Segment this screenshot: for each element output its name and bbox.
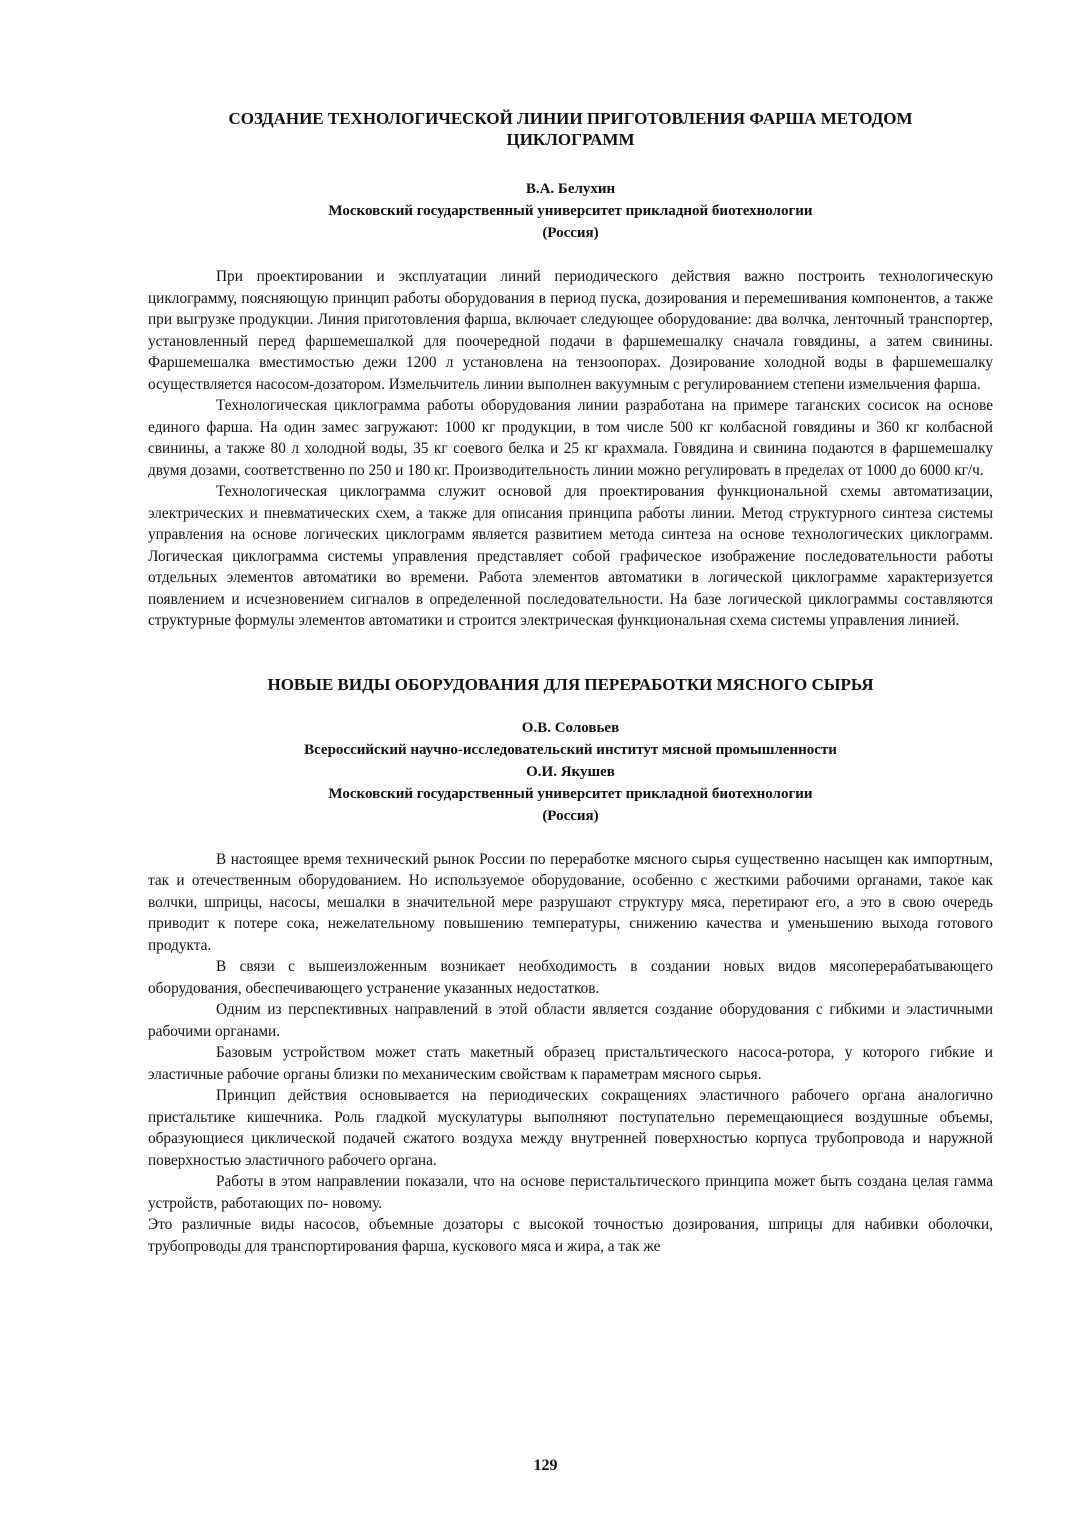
article-2-paragraph: В связи с вышеизложенным возникает необходимость в создании новых видов мясоперерабатывающего оборудования, обеспечивающего устранение указанных недостатков. (148, 958, 993, 997)
article-1-country: (Россия) (542, 225, 599, 241)
article-2-affiliation-2: Московский государственный университет прикладной биотехнологии (328, 785, 813, 802)
page-content (148, 104, 993, 1257)
article-2-paragraph: Это различные виды насосов, объемные дозаторы с высокой точностью дозирования, шприцы для набивки оболочки, трубопроводы для транспортирования фарша, кускового мяса и жира, а так же (148, 1216, 993, 1255)
article-1-authors (148, 178, 993, 244)
article-2-paragraph: В настоящее время технический рынок России по переработке мясного сырья существенно насыщен как импортным, так и отечественным оборудованием. Но используемое оборудование, особенно с жесткими рабочими органами, такое как волчки, шприцы, насосы, мешалки в значительной мере разрушают структуру мяса, перетирают его, а это в свою очередь приводит к потере сока, нежелательному повышению температуры, снижению качества и уменьшению выхода готового продукта. (148, 850, 993, 954)
article-2-title: НОВЫЕ ВИДЫ ОБОРУДОВАНИЯ ДЛЯ ПЕРЕРАБОТКИ МЯСНОГО СЫРЬЯ (267, 674, 874, 694)
article-2-affiliation-1: Всероссийский научно-исследовательский институт мясной промышленности (304, 741, 837, 758)
article-1 (148, 108, 993, 632)
article-2-paragraph: Принцип действия основывается на периодических сокращениях эластичного рабочего органа аналогично пристальтике кишечника. Роль гладкой мускулатуры выполняют поступательно перемещающиеся воздушные объемы, образующиеся циклической подачей сжатого воздуха между внутренней поверхностью корпуса трубопровода и наружной поверхностью эластичного рабочего органа. (148, 1087, 993, 1169)
article-1-title-line-1: СОЗДАНИЕ ТЕХНОЛОГИЧЕСКОЙ ЛИНИИ ПРИГОТОВЛЕНИЯ ФАРША МЕТОДОМ (228, 109, 913, 128)
article-1-title-line-2: ЦИКЛОГРАММ (506, 130, 635, 149)
article-1-body (148, 266, 993, 632)
article-2-paragraph: Одним из перспективных направлений в этой области является создание оборудования с гибкими и эластичными рабочими органами. (148, 1001, 993, 1040)
article-2-body (148, 849, 993, 1258)
article-1-affiliation: Московский государственный университет прикладной биотехнологии (328, 203, 813, 219)
article-1-paragraph: При проектировании и эксплуатации линий периодического действия важно построить технологическую циклограмму, поясняющую принцип работы оборудования в период пуска, дозирования и перемешивания компонентов, а также при выгрузке продукции. Линия приготовления фарша, включает следующее оборудование: два волчка, ленточный транспортер, установленный перед фаршемешалкой для поочередной подачи в фаршемешалку сначала говядины, а затем свинины. Фаршемешалка вместимостью дежи 1200 л установлена на тензоопорах. Дозирование холодной воды в фаршемешалку осуществляется насосом-дозатором. Измельчитель линии выполнен вакуумным с регулированием степени измельчения фарша. (148, 268, 993, 393)
article-2-authors (148, 717, 993, 827)
page-number: 129 (533, 1457, 558, 1474)
article-2-country: (Россия) (542, 807, 599, 824)
article-2-paragraph: Базовым устройством может стать макетный образец пристальтического насоса-ротора, у которого гибкие и эластичные рабочие органы близки по механическим свойствам к параметрам мясного сырья. (148, 1044, 993, 1083)
article-2 (148, 674, 993, 1258)
article-1-title (148, 108, 993, 150)
article-1-author: В.А. Белухин (525, 181, 616, 197)
article-2-author-1: О.В. Соловьев (521, 719, 620, 736)
article-2-author-2: О.И. Якушев (526, 763, 615, 780)
article-1-paragraph: Технологическая циклограмма работы оборудования линии разработана на примере таганских сосисок на основе единого фарша. На один замес загружают: 1000 кг продукции, в том числе 500 кг колбасной говядины и 360 кг колбасной свинины, а также 80 л холодной воды, 35 кг соевого белка и 25 кг крахмала. Говядина и свинина подаются в фаршемешалку двумя дозами, соответственно по 250 и 180 кг. Производительность линии можно регулировать в пределах от 1000 до 6000 кг/ч. (148, 397, 993, 479)
article-2-paragraph: Работы в этом направлении показали, что на основе перистальтического принципа может быть создана целая гамма устройств, работающих по- новому. (148, 1173, 993, 1212)
article-1-paragraph: Технологическая циклограмма служит основой для проектирования функциональной схемы автоматизации, электрических и пневматических схем, а также для описания принципа работы линии. Метод структурного синтеза системы управления на основе логических циклограмм является развитием метода синтеза на основе технологических циклограмм. Логическая циклограмма системы управления представляет собой графическое изображение последовательности работы отдельных элементов автоматики во времени. Работа элементов автоматики в логической циклограмме характеризуется появлением и исчезновением сигналов в определенной последовательности. На базе логической циклограммы составляются структурные формулы элементов автоматики и строится электрическая функциональная схема системы управления линией. (148, 483, 993, 629)
